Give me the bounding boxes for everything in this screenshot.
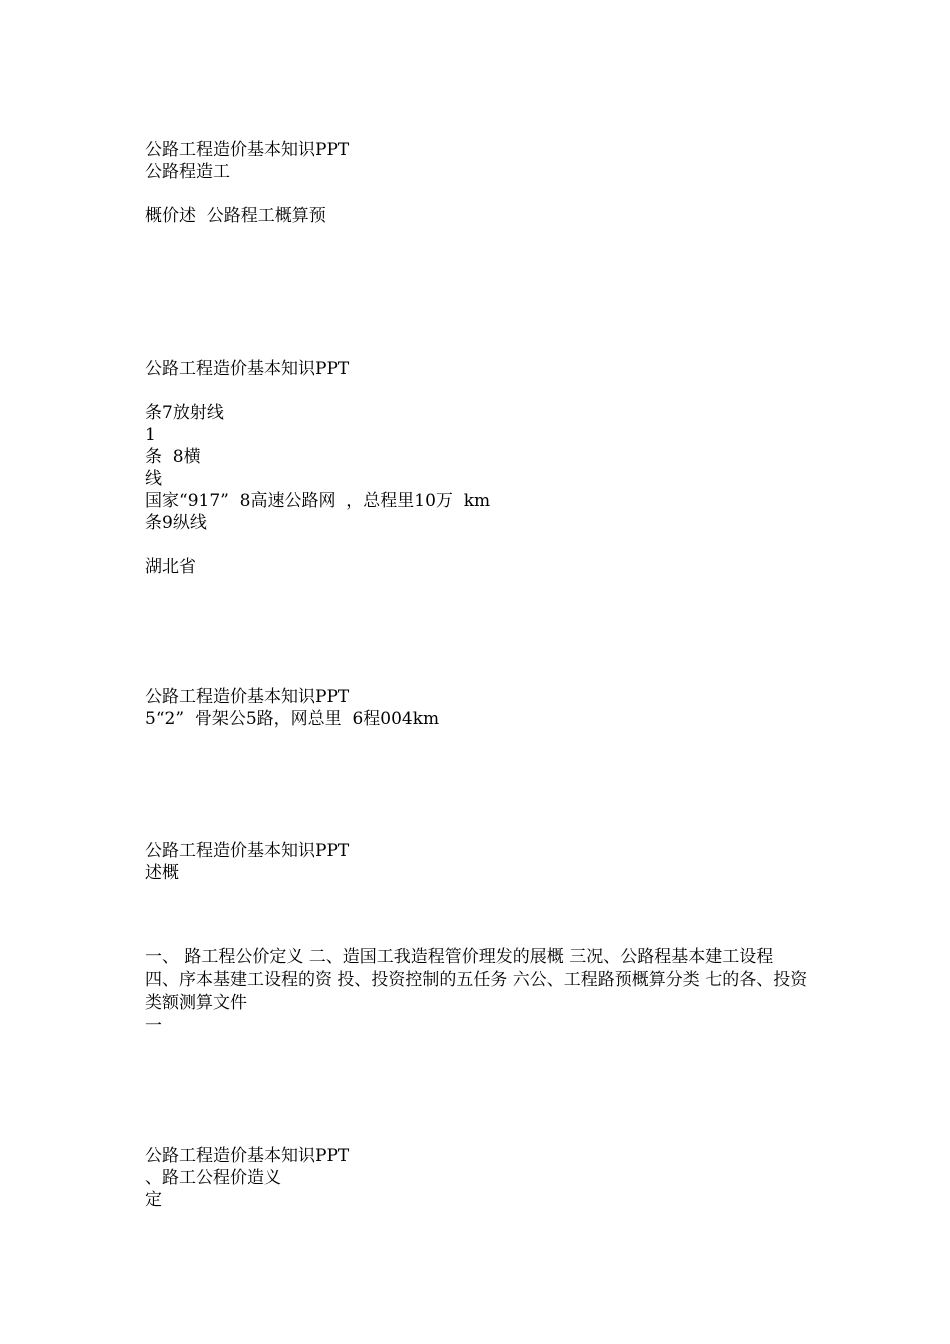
section-6-line: 定 [145,1190,162,1210]
section-6-title: 公路工程造价基本知识PPT [145,1146,350,1166]
section-4-line: 述概 [145,863,179,883]
section-2-line: 条9纵线 [145,513,207,533]
section-1-title: 公路工程造价基本知识PPT [145,140,350,160]
section-2-line: 线 [145,469,162,489]
section-5-line: 一 [145,1016,162,1036]
section-1-line: 公路程造工 [145,162,230,182]
section-2-line: 条 8横 [145,447,201,467]
section-3-title: 公路工程造价基本知识PPT [145,687,350,707]
section-2-line: 国家“917” 8高速公路网 ，总程里10万 km [145,491,491,511]
section-2-line: 1 [145,425,156,445]
section-2-line: 条7放射线 [145,403,224,423]
section-3-line: 5“2” 骨架公5路，网总里 6程004km [145,709,440,729]
section-2-title: 公路工程造价基本知识PPT [145,359,350,379]
section-4-title: 公路工程造价基本知识PPT [145,841,350,861]
section-2-line: 湖北省 [145,557,196,577]
section-1-line: 概价述 公路程工概算预 [145,206,326,226]
section-6-line: 、路工公程价造义 [145,1168,281,1188]
outline-paragraph: 一、 路工程公价定义 二、造国工我造程管价理发的展概 三况、公路程基本建工设程 四、序本基建工设程的资 投、投资控制的五任务 六公、工程路预概算分类 七的各、投资类额测算文件 [145,947,808,1013]
